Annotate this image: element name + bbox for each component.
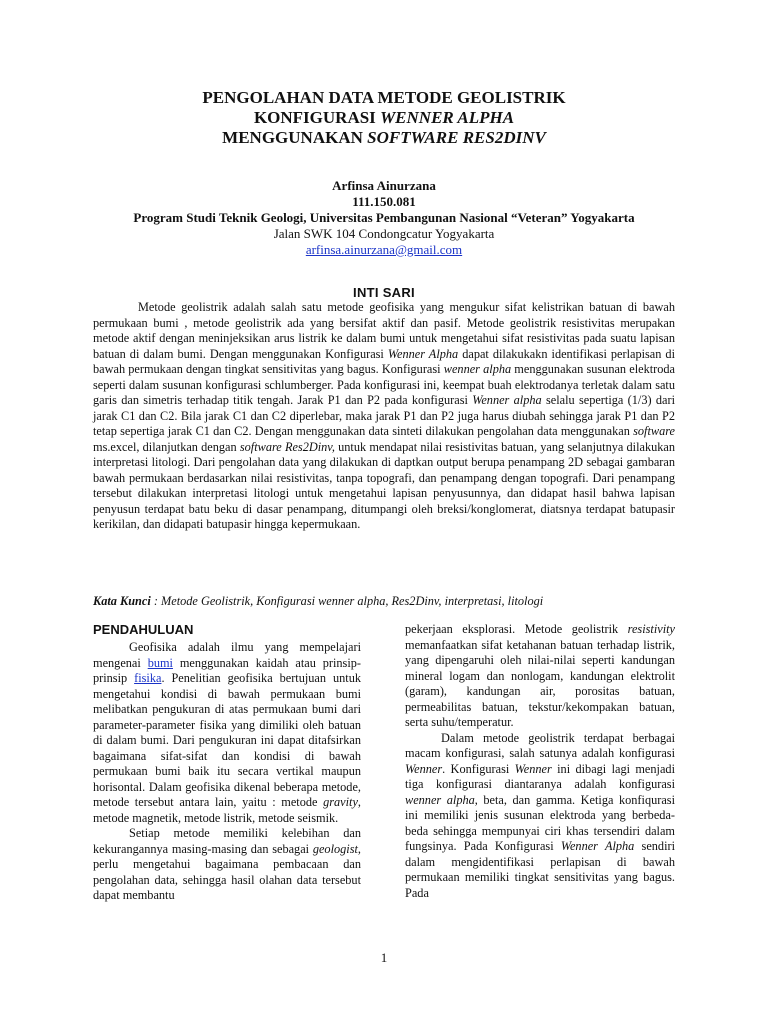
abstract-text-4: selalu sepertiga (1/3) dari jarak C1 dan C2. Bila jarak C1 dan C2 diperlebar, maka jarak P1 dan P2 juga harus diubah sehingga jarak P1 dan P2 tetap sepertiga jarak C1 dan C2. Dengan menggunakan data sinteti dilakukan pengolahan data menggunakan: [93, 393, 675, 438]
link-fisika[interactable]: fisika: [134, 671, 162, 685]
intro-p2-text-a: Setiap metode memiliki kelebihan dan kekurangannya masing-masing dan sebagai: [93, 826, 361, 856]
author-email-link[interactable]: arfinsa.ainurzana@gmail.com: [305, 242, 463, 257]
title-line-1: PENGOLAHAN DATA METODE GEOLISTRIK: [202, 88, 566, 107]
author-name: Arfinsa Ainurzana: [332, 178, 436, 193]
keywords-text: : Metode Geolistrik, Konfigurasi wenner alpha, Res2Dinv, interpretasi, litologi: [150, 594, 544, 608]
title-line-3-text: MENGGUNAKAN: [222, 128, 368, 147]
author-affiliation: Program Studi Teknik Geologi, Universitas Pembangunan Nasional “Veteran” Yogyakarta: [133, 210, 635, 225]
abstract-text-5: ms.excel, dilanjutkan dengan: [93, 439, 240, 454]
abstract-heading: INTI SARI: [353, 285, 415, 300]
intro-p3-text-a: pekerjaan eksplorasi. Metode geolistrik: [405, 622, 628, 636]
intro-p4-text-c: ini dibagi lagi menjadi tiga konfigurasi diantaranya adalah konfigurasi: [405, 761, 675, 791]
intro-p1-text-d: , metode magnetik, metode listrik, metode seismik.: [93, 795, 361, 825]
intro-p3-text-b: memanfaatkan sifat ketahanan batuan terhadap listrik, yang dipengaruhi oleh nilai-nilai seperti kandungan mineral logam dan nonlogam, kandungan elektrolit (garam), kandungan air, porositas batuan, permeabilitas batuan, tekstur/kekompakan batuan, serta suhu/temperatur.: [405, 637, 675, 729]
intro-p4-text-b: . Konfigurasi: [442, 761, 515, 776]
intro-p4-text-a: Dalam metode geolistrik terdapat berbagai macam konfigurasi, salah satunya adalah konfigurasi: [405, 730, 675, 760]
abstract-text-6: untuk mendapat nilai resistivitas batuan, yang selanjutnya dilakukan interpretasi litologi. Dari pengolahan data yang dilakukan di daptkan output berupa penampang 2D sebagai gambaran bawah permukaan berdasarkan nilai resistivitas, tanpa topografi, dan penampang dengan topografi. Dari penampang tersebut dilakukan interpretasi litologi untuk mengetahui lapisan penyusunnya, dan didapat hasil bahwa lapisan penyusun terdapat batu beku di dasar penampang, ditumpangi oleh breksi/konglomerat, diatsnya terdapat batupasir kerikilan, dan didapati batupasir hingga kepermukaan.: [93, 439, 676, 531]
intro-paragraph-3: [405, 622, 675, 731]
intro-p4-text-d: , beta, dan gamma. Ketiga konfiqurasi ini memiliki jenis susunan elektroda yang berbeda-beda sehingga mempunyai ciri khas tersendiri dalam fungsinya. Pada Konfigurasi: [405, 792, 675, 853]
abstract-italic-4: software: [633, 424, 675, 438]
author-id: 111.150.081: [352, 194, 416, 209]
abstract-italic-1: Wenner Alpha: [387, 346, 459, 361]
page-number: 1: [380, 950, 388, 965]
title-line-2-italic: WENNER ALPHA: [380, 108, 515, 127]
abstract-text-3: menggunakan susunan elektroda seperti dalam susunan konfigurasi schlumberger. Pada konfigurasi ini, keempat buah elektrodanya terletak dalam satu garis dan simetris terhadap titik tengah. Jarak P1 dan P2 pada konfigurasi: [93, 362, 675, 407]
abstract-italic-3: Wenner alpha: [472, 393, 542, 407]
intro-p1-italic: gravity: [323, 795, 358, 809]
abstract-text-2: dapat dilakukakn identifikasi perlapisan di bawah permukaan dengan tingkat sensitivitas yang bagus. Konfigurasi: [93, 346, 676, 376]
intro-p2-text-b: , perlu mengetahui bagaimana pembacaan dan pengolahan data, sehingga hasil olahan data tersebut dapat membantu: [93, 841, 361, 902]
intro-paragraph-2: [93, 826, 361, 904]
intro-p4-italic-1: Wenner: [405, 761, 443, 776]
section-heading-pendahuluan: PENDAHULUAN: [93, 622, 194, 637]
right-column: [405, 622, 675, 901]
title-line-2-text: KONFIGURASI: [253, 108, 381, 127]
abstract-text-1: Metode geolistrik adalah salah satu metode geofisika yang mengukur sifat kelistrikan batuan di bawah permukaan bumi , metode geolistrik ada yang bersifat aktif dan pasif. Metode geolistrik resistivitas merupakan metode aktif dengan meninjeksikan arus listrik ke dalam bumi untuk mengetahui sifat resistivitas pada suatu lapisan batuan di dalam bumi. Dengan menggunakan Konfigurasi: [93, 300, 675, 361]
intro-p4-italic-4: Wenner Alpha: [560, 839, 635, 853]
intro-p1-text-a: Geofisika adalah ilmu yang mempelajari mengenai: [93, 640, 361, 670]
intro-p1-text-c: . Penelitian geofisika bertujuan untuk mengetahui kondisi di bawah permukaan bumi melibatkan pengukuran di atas permukaan bumi dari parameter-parameter fisika yang dimiliki oleh batuan di dalam bumi. Dari pengukuran ini dapat ditafsirkan bagaimana sifat-sifat dan kondisi di bawah permukaan bumi baik itu secara vertikal maupun horisontal. Dalam geofisika dikenal beberapa metode, metode tersebut antara lain, yaitu : metode: [93, 671, 361, 809]
keywords-label: Kata Kunci: [93, 594, 151, 608]
intro-paragraph-4: [405, 731, 675, 902]
title-line-2: [0, 108, 768, 128]
intro-p1-text-b: menggunakan kaidah atau prinsip-prinsip: [93, 655, 361, 685]
title-line-3: [0, 128, 768, 148]
abstract-italic-5: software Res2Dinv,: [239, 439, 335, 454]
intro-p4-text-e: sendiri dalam mengidentifikasi perlapisan di bawah permukaan memiliki tingkat sensitivitas yang bagus. Pada: [405, 839, 676, 900]
abstract-body: [93, 300, 675, 533]
author-address: Jalan SWK 104 Condongcatur Yogyakarta: [273, 226, 495, 241]
keywords-line: [93, 594, 693, 609]
intro-p2-italic: geologist: [312, 841, 358, 856]
link-bumi[interactable]: bumi: [147, 655, 173, 670]
left-column: [93, 622, 361, 904]
abstract-italic-2: wenner alpha: [443, 362, 512, 376]
intro-p4-italic-3: wenner alpha: [405, 792, 475, 807]
paper-title: [0, 88, 768, 148]
abstract-paragraph: [93, 300, 675, 533]
author-block: [0, 178, 768, 258]
intro-paragraph-1: [93, 640, 361, 826]
title-line-3-italic: SOFTWARE RES2DINV: [367, 128, 546, 147]
intro-p4-italic-2: Wenner: [514, 761, 552, 776]
intro-p3-italic: resistivity: [627, 622, 675, 636]
